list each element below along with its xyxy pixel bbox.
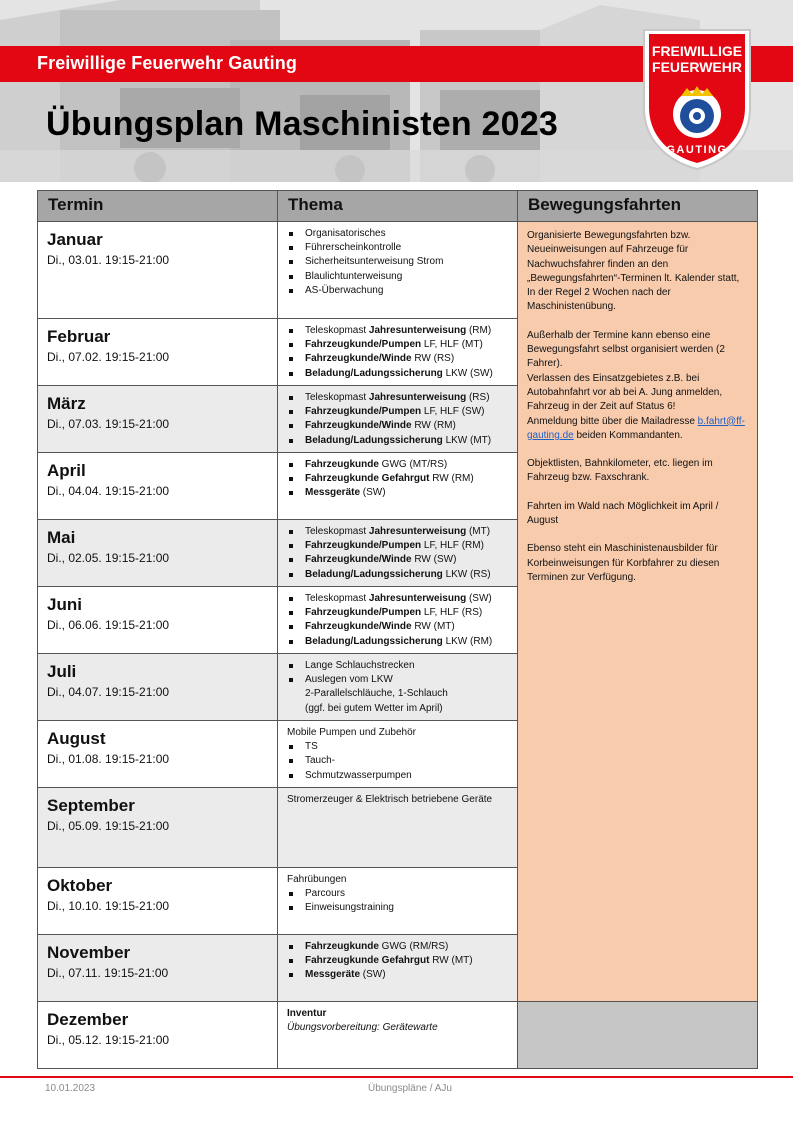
topic-item-bold: Fahrzeugkunde Gefahrgut — [305, 473, 430, 485]
column-header-termin: Termin — [38, 191, 278, 222]
month-datetime: Di., 01.08. 19:15-21:00 — [47, 752, 170, 766]
topic-item-post: LKW (RS) — [442, 568, 491, 580]
topic-item-bold: Jahresunterweisung — [368, 392, 467, 403]
topic-item — [287, 635, 511, 649]
termin-cell — [38, 453, 278, 520]
topic-item-text: Führerscheinkontrolle — [305, 242, 402, 254]
topic-item-text: Lange Schlauchstrecken — [305, 660, 415, 671]
topic-item — [287, 486, 511, 500]
topic-item — [287, 592, 511, 606]
topic-item — [287, 606, 511, 620]
thema-cell — [278, 222, 518, 319]
topic-item — [287, 553, 511, 567]
topic-intro: Mobile Pumpen und Zubehör — [287, 727, 416, 738]
termin-cell — [38, 1002, 278, 1069]
month-name: April — [47, 461, 86, 480]
month-name: Januar — [47, 230, 103, 249]
topic-list — [287, 592, 511, 649]
month-datetime: Di., 03.01. 19:15-21:00 — [47, 253, 170, 267]
thema-cell — [278, 453, 518, 520]
topic-item-text: Tauch- — [305, 755, 336, 767]
topic-item-bold: Fahrzeugkunde — [305, 459, 379, 470]
mail-pre: Anmeldung bitte über die Mailadresse — [527, 415, 698, 427]
topic-item-bold: Fahrzeugkunde/Pumpen — [305, 540, 422, 552]
topic-item-bold: Fahrzeugkunde/Pumpen — [305, 406, 422, 418]
footer-title: Übungspläne / AJu — [368, 1083, 452, 1094]
topic-item-post: RW (RM) — [429, 473, 474, 485]
month-datetime: Di., 02.05. 19:15-21:00 — [47, 551, 170, 565]
topic-list — [287, 458, 511, 501]
topic-intro: Stromerzeuger & Elektrisch betriebene Geräte — [287, 794, 493, 805]
table-row — [38, 1002, 758, 1069]
topic-item-text: 2-Parallelschläuche, 1-Schlauch — [305, 688, 448, 700]
paragraph-gap — [527, 443, 749, 457]
month-name: Dezember — [47, 1010, 129, 1029]
thema-cell — [278, 788, 518, 868]
month-datetime: Di., 10.10. 19:15-21:00 — [47, 899, 170, 913]
topic-item-bold: Fahrzeugkunde/Winde — [305, 420, 412, 432]
thema-cell — [278, 868, 518, 935]
termin-cell — [38, 721, 278, 788]
termin-cell — [38, 222, 278, 319]
topic-intro: Fahrübungen — [287, 874, 347, 885]
topic-item-pre: Teleskopmast — [305, 593, 369, 604]
brand-name: Freiwillige Feuerwehr Gauting — [37, 53, 297, 73]
emblem-line3: GAUTING — [666, 144, 728, 156]
month-datetime: Di., 04.07. 19:15-21:00 — [47, 685, 170, 699]
column-header-thema: Thema — [278, 191, 518, 222]
topic-list — [287, 740, 511, 783]
topic-item-post: GWG (MT/RS) — [378, 459, 448, 470]
month-name: Juni — [47, 595, 82, 614]
topic-item — [287, 284, 511, 298]
topic-subline: Übungsvorbereitung: Gerätewarte — [287, 1022, 438, 1034]
table-header-row — [38, 191, 758, 222]
topic-intro: Inventur — [287, 1008, 327, 1019]
termin-cell — [38, 319, 278, 386]
topic-item-text: Organisatorisches — [305, 228, 386, 239]
thema-cell — [278, 587, 518, 654]
topic-item — [287, 568, 511, 582]
topic-list — [287, 324, 511, 381]
topic-item-post: LF, HLF (RM) — [421, 540, 484, 552]
topic-item — [287, 673, 511, 687]
topic-item-bold: Fahrzeugkunde/Winde — [305, 353, 412, 365]
paragraph-gap — [527, 486, 749, 500]
topic-item-text: TS — [305, 741, 318, 753]
month-name: März — [47, 394, 86, 413]
topic-item-text: AS-Überwachung — [305, 284, 384, 296]
month-name: Februar — [47, 327, 111, 346]
month-datetime: Di., 05.12. 19:15-21:00 — [47, 1033, 170, 1047]
month-name: November — [47, 943, 131, 962]
month-name: Juli — [47, 662, 77, 681]
topic-item-post: RW (MT) — [429, 955, 473, 967]
termin-cell — [38, 788, 278, 868]
topic-item — [287, 702, 511, 716]
mail-post: beiden Kommandanten. — [573, 429, 683, 441]
termin-cell — [38, 520, 278, 587]
topic-item-post: (SW) — [466, 593, 492, 604]
thema-cell — [278, 654, 518, 721]
topic-item-text: Einweisungstraining — [305, 902, 394, 914]
topic-item-bold: Jahresunterweisung — [368, 325, 467, 336]
topic-item-bold: Messgeräte — [305, 487, 361, 499]
topic-list — [287, 525, 511, 582]
month-datetime: Di., 07.03. 19:15-21:00 — [47, 417, 170, 431]
topic-item — [287, 968, 511, 982]
topic-item-bold: Fahrzeugkunde — [305, 941, 379, 952]
paragraph-gap — [527, 315, 749, 329]
topic-item — [287, 270, 511, 284]
topic-item — [287, 391, 511, 405]
topic-item-bold: Fahrzeugkunde/Winde — [305, 554, 412, 566]
topic-item-post: LF, HLF (RS) — [421, 607, 483, 619]
topic-item-post: RW (RS) — [411, 353, 455, 365]
topic-item-pre: Teleskopmast — [305, 392, 369, 403]
topic-item-pre: Teleskopmast — [305, 526, 369, 537]
topic-item-post: (SW) — [360, 487, 386, 499]
topic-item-text: Sicherheitsunterweisung Strom — [305, 256, 444, 268]
topic-list — [287, 887, 511, 915]
mail-link[interactable]: b.fahrt@ff-gauting.de — [527, 415, 745, 441]
month-name: Oktober — [47, 876, 113, 895]
thema-cell — [278, 1002, 518, 1069]
topic-item-bold: Fahrzeugkunde Gefahrgut — [305, 955, 430, 967]
emblem-line1: FREIWILLIGE — [651, 43, 743, 59]
topic-item — [287, 472, 511, 486]
topic-list — [287, 940, 511, 983]
topic-item-bold: Beladung/Ladungssicherung — [305, 434, 443, 446]
thema-cell — [278, 319, 518, 386]
topic-item-pre: Teleskopmast — [305, 325, 369, 336]
mail-paragraph — [527, 415, 749, 444]
topic-item-post: LKW (SW) — [442, 367, 493, 379]
topic-item-text: Blaulichtunterweisung — [305, 270, 403, 282]
month-name: September — [47, 796, 135, 815]
fire-department-emblem — [638, 26, 756, 172]
topic-item-post: RW (SW) — [411, 554, 457, 566]
termin-cell — [38, 654, 278, 721]
month-datetime: Di., 04.04. 19:15-21:00 — [47, 484, 170, 498]
topic-item — [287, 754, 511, 768]
month-datetime: Di., 05.09. 19:15-21:00 — [47, 819, 170, 833]
month-name: August — [47, 729, 106, 748]
topic-item-bold: Beladung/Ladungssicherung — [305, 367, 443, 379]
footer-rule — [0, 1076, 793, 1078]
topic-item-post: LKW (RM) — [442, 635, 493, 647]
topic-item-bold: Beladung/Ladungssicherung — [305, 568, 443, 580]
topic-item — [287, 419, 511, 433]
table-row — [38, 222, 758, 319]
thema-cell — [278, 935, 518, 1002]
topic-item — [287, 659, 511, 673]
column-header-bewegungsfahrten: Bewegungsfahrten — [518, 191, 758, 222]
topic-item — [287, 458, 511, 472]
thema-cell — [278, 520, 518, 587]
termin-cell — [38, 587, 278, 654]
topic-list — [287, 391, 511, 448]
bewegungsfahrten-info — [518, 222, 758, 1002]
topic-item-bold: Jahresunterweisung — [368, 526, 467, 537]
page-title: Übungsplan Maschinisten 2023 — [46, 105, 558, 143]
topic-item — [287, 887, 511, 901]
topic-item-post: RW (MT) — [411, 621, 455, 633]
topic-item-post: (SW) — [360, 969, 386, 981]
topic-item-bold: Fahrzeugkunde/Pumpen — [305, 607, 422, 619]
topic-item-post: (RS) — [466, 392, 490, 403]
month-datetime: Di., 07.11. 19:15-21:00 — [47, 966, 169, 980]
topic-item-bold: Beladung/Ladungssicherung — [305, 635, 443, 647]
bewegung-paragraph: Verlassen des Einsatzgebietes z.B. bei Autobahnfahrt vor ab bei A. Jung anmelden, Fahrzeug in der Zeit auf Status 6! — [527, 372, 723, 413]
emblem-line2: FEUERWEHR — [652, 59, 742, 75]
topic-item — [287, 338, 511, 352]
topic-item-post: RW (RM) — [411, 420, 456, 432]
topic-item — [287, 740, 511, 754]
topic-item — [287, 352, 511, 366]
topic-item — [287, 954, 511, 968]
topic-item — [287, 620, 511, 634]
footer-date: 10.01.2023 — [45, 1083, 96, 1094]
bewegung-empty-cell — [518, 1002, 758, 1069]
topic-item — [287, 901, 511, 915]
topic-item-text: (ggf. bei gutem Wetter im April) — [305, 702, 443, 714]
topic-item-bold: Fahrzeugkunde/Pumpen — [305, 339, 422, 351]
topic-item — [287, 525, 511, 539]
topic-item — [287, 940, 511, 954]
topic-item-post: (RM) — [466, 325, 492, 336]
bewegung-paragraph: Organisierte Bewegungsfahrten bzw. Neueinweisungen auf Fahrzeuge für Nachwuchsfahrer finden an den „Bewegungsfahrten“-Terminen lt. Kalender statt, In der Regel 2 Wochen nach der Maschinistenübung. — [527, 230, 740, 313]
bewegung-paragraph: Objektlisten, Bahnkilometer, etc. liegen im Fahrzeug bzw. Faxschrank. — [527, 458, 713, 484]
bewegung-paragraph: Außerhalb der Termine kann ebenso eine Bewegungsfahrt selbst organisiert werden (2 Fahrer). — [527, 329, 725, 370]
topic-item — [287, 324, 511, 338]
termin-cell — [38, 868, 278, 935]
topic-item — [287, 255, 511, 269]
bewegung-paragraph: Ebenso steht ein Maschinistenausbilder für Korbeinweisungen für Korbfahrer zu diesen Terminen zur Verfügung. — [527, 543, 720, 583]
topic-item-bold: Messgeräte — [305, 969, 361, 981]
topic-item — [287, 405, 511, 419]
topic-item-bold: Jahresunterweisung — [368, 593, 467, 604]
month-datetime: Di., 07.02. 19:15-21:00 — [47, 350, 170, 364]
topic-item — [287, 539, 511, 553]
training-plan-table — [37, 190, 758, 1069]
bewegung-paragraph: Fahrten im Wald nach Möglichkeit im April / August — [527, 500, 719, 527]
paragraph-gap — [527, 528, 749, 542]
topic-item — [287, 687, 511, 701]
topic-item-post: LF, HLF (MT) — [421, 339, 483, 351]
topic-list — [287, 227, 511, 298]
topic-item-post: GWG (RM/RS) — [378, 941, 449, 952]
termin-cell — [38, 386, 278, 453]
thema-cell — [278, 386, 518, 453]
month-datetime: Di., 06.06. 19:15-21:00 — [47, 618, 170, 632]
topic-list — [287, 659, 511, 716]
topic-item-bold: Fahrzeugkunde/Winde — [305, 621, 412, 633]
month-name: Mai — [47, 528, 76, 547]
topic-item-post: LKW (MT) — [442, 434, 492, 446]
topic-item-text: Parcours — [305, 888, 346, 900]
topic-item — [287, 434, 511, 448]
topic-item — [287, 367, 511, 381]
topic-item-post: LF, HLF (SW) — [421, 406, 485, 418]
thema-cell — [278, 721, 518, 788]
topic-item — [287, 241, 511, 255]
termin-cell — [38, 935, 278, 1002]
topic-item — [287, 227, 511, 241]
topic-item-text: Schmutzwasserpumpen — [305, 769, 412, 781]
topic-item-text: Auslegen vom LKW — [305, 674, 393, 686]
topic-item — [287, 769, 511, 783]
topic-item-post: (MT) — [466, 526, 491, 537]
